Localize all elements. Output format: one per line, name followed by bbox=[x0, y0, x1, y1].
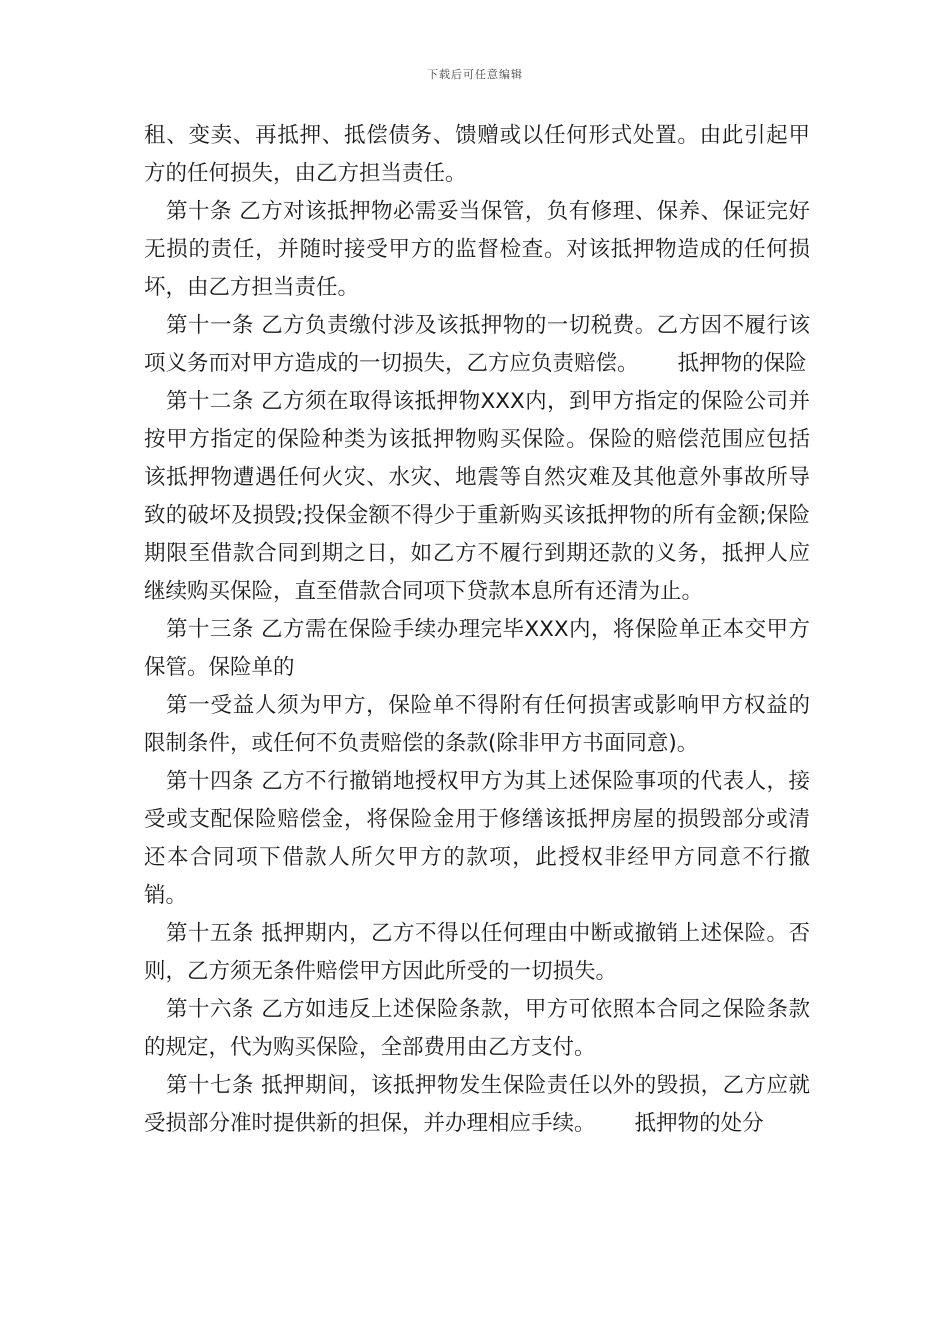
document-body bbox=[144, 117, 810, 1143]
article-14: 第十四条 乙方不行撤销地授权甲方为其上述保险事项的代表人，接受或支配保险赔偿金，将保险金用于修缮该抵押房屋的损毁部分或清还本合同项下借款人所欠甲方的款项，此授权非经甲方同意不行撤销。 bbox=[144, 769, 810, 908]
page-header: 下载后可任意编辑 bbox=[427, 68, 523, 81]
article-17: 第十七条 抵押期间，该抵押物发生保险责任以外的毁损，乙方应就受损部分准时提供新的担保，并办理相应手续。 抵押物的处分 bbox=[144, 1073, 810, 1136]
article-12: 第十二条 乙方须在取得该抵押物XXX内，到甲方指定的保险公司并按甲方指定的保险种类为该抵押物购买保险。保险的赔偿范围应包括该抵押物遭遇任何火灾、水灾、地震等自然灾难及其他意外事故所导致的破坏及损毁;投保金额不得少于重新购买该抵押物的所有金额;保险期限至借款合同到期之日，如乙方不履行到期还款的义务，抵押人应继续购买保险，直至借款合同项下贷款本息所有还清为止。 bbox=[144, 389, 810, 604]
article-10: 第十条 乙方对该抵押物必需妥当保管，负有修理、保养、保证完好无损的责任，并随时接受甲方的监督检查。对该抵押物造成的任何损坏，由乙方担当责任。 bbox=[144, 199, 810, 300]
paragraph: 租、变卖、再抵押、抵偿债务、馈赠或以任何形式处置。由此引起甲方的任何损失，由乙方担当责任。 bbox=[144, 123, 810, 186]
article-13: 第十三条 乙方需在保险手续办理完毕XXX内，将保险单正本交甲方保管。保险单的 bbox=[144, 617, 810, 680]
article-11: 第十一条 乙方负责缴付涉及该抵押物的一切税费。乙方因不履行该项义务而对甲方造成的一切损失，乙方应负责赔偿。 抵押物的保险 bbox=[144, 313, 810, 376]
paragraph: 第一受益人须为甲方，保险单不得附有任何损害或影响甲方权益的限制条件，或任何不负责赔偿的条款(除非甲方书面同意)。 bbox=[144, 693, 810, 756]
article-16: 第十六条 乙方如违反上述保险条款，甲方可依照本合同之保险条款的规定，代为购买保险，全部费用由乙方支付。 bbox=[144, 997, 810, 1060]
article-15: 第十五条 抵押期内，乙方不得以任何理由中断或撤销上述保险。否则，乙方须无条件赔偿甲方因此所受的一切损失。 bbox=[144, 921, 810, 984]
